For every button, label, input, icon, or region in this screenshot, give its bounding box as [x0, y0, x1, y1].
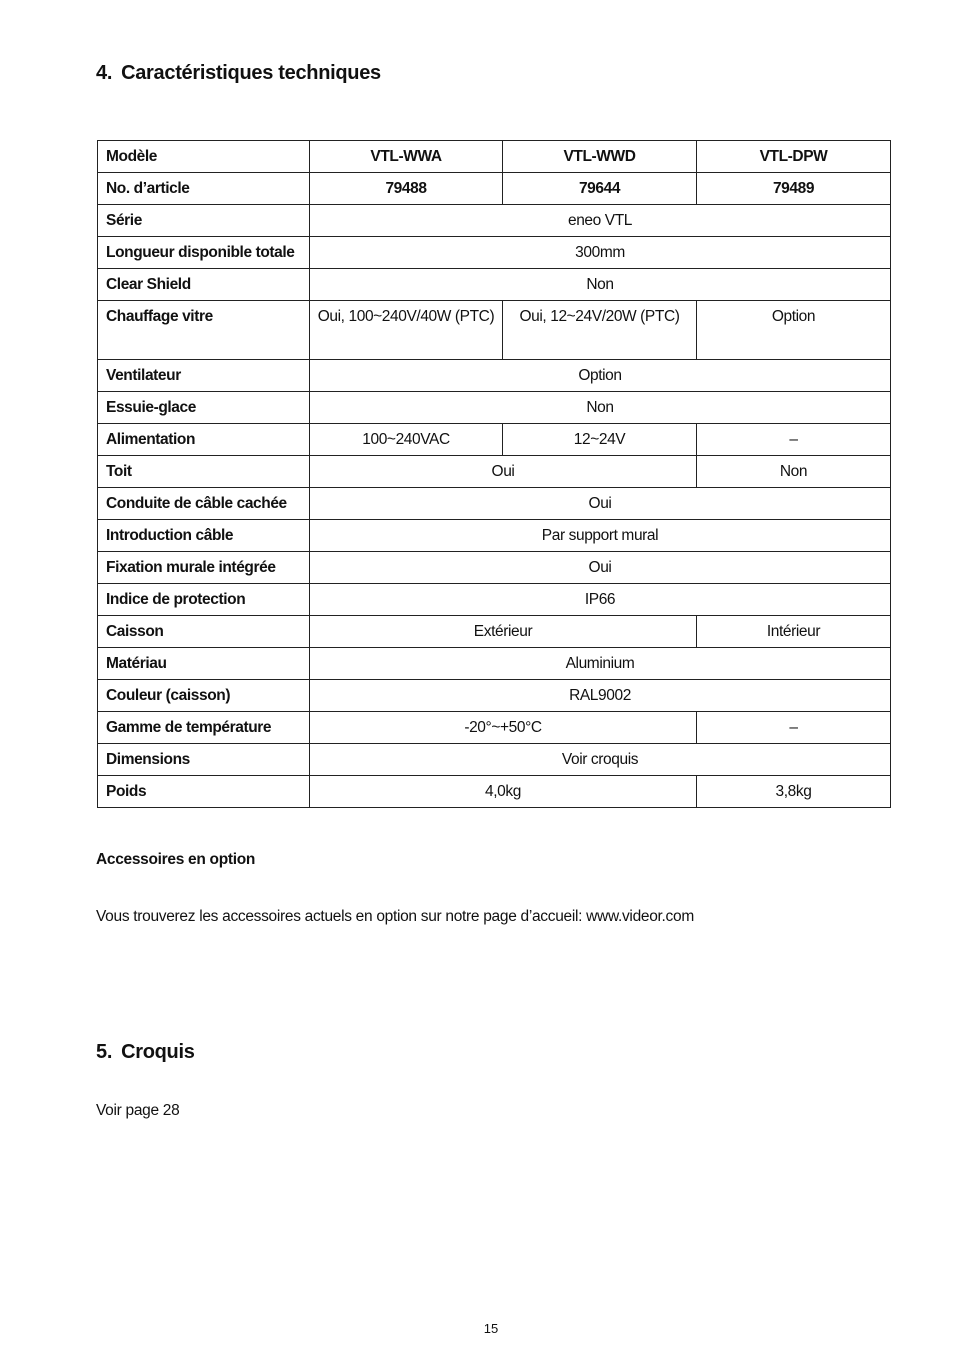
row-label: Couleur (caisson) — [98, 680, 310, 712]
row-value: Intérieur — [697, 616, 891, 648]
row-value: Non — [697, 456, 891, 488]
model-vtl-wwd: VTL-WWD — [503, 141, 697, 173]
table-row-article — [98, 173, 891, 205]
section-5-heading — [96, 1041, 195, 1064]
table-row-poids — [98, 776, 891, 808]
row-value: -20°~+50°C — [310, 712, 697, 744]
row-label: Gamme de température — [98, 712, 310, 744]
row-label: Toit — [98, 456, 310, 488]
row-label: Longueur disponible totale — [98, 237, 310, 269]
model-vtl-dpw: VTL-DPW — [697, 141, 891, 173]
row-label: Dimensions — [98, 744, 310, 776]
accessories-text: Vous trouverez les accessoires actuels en option sur notre page d’accueil: www.videor.com — [96, 908, 694, 925]
table-row-dimensions — [98, 744, 891, 776]
row-label: Indice de protection — [98, 584, 310, 616]
section-4-heading — [96, 62, 381, 85]
row-label: Chauffage vitre — [98, 301, 310, 360]
row-label: Modèle — [98, 141, 310, 173]
row-value: Voir croquis — [310, 744, 891, 776]
table-row-protection — [98, 584, 891, 616]
row-value: Non — [310, 269, 891, 301]
row-label: Fixation murale intégrée — [98, 552, 310, 584]
table-row-ventilateur — [98, 360, 891, 392]
row-label: Introduction câble — [98, 520, 310, 552]
row-value: RAL9002 — [310, 680, 891, 712]
table-row-essuie-glace — [98, 392, 891, 424]
row-value: Oui — [310, 488, 891, 520]
table-row-clear-shield — [98, 269, 891, 301]
row-label: Série — [98, 205, 310, 237]
article-number: 79488 — [310, 173, 503, 205]
model-vtl-wwa: VTL-WWA — [310, 141, 503, 173]
row-value: Par support mural — [310, 520, 891, 552]
table-row-toit — [98, 456, 891, 488]
row-value: 12~24V — [503, 424, 697, 456]
row-value: Oui, 12~24V/20W (PTC) — [503, 301, 697, 360]
row-label: Essuie-glace — [98, 392, 310, 424]
row-value: Option — [310, 360, 891, 392]
row-value: Aluminium — [310, 648, 891, 680]
table-row-materiau — [98, 648, 891, 680]
row-value: 100~240VAC — [310, 424, 503, 456]
table-row-caisson — [98, 616, 891, 648]
section-number: 5. — [96, 1041, 113, 1063]
table-row-couleur — [98, 680, 891, 712]
row-label: Conduite de câble cachée — [98, 488, 310, 520]
table-row-chauffage — [98, 301, 891, 360]
article-number: 79644 — [503, 173, 697, 205]
section-title: Caractéristiques techniques — [121, 62, 381, 84]
row-value: – — [697, 712, 891, 744]
sketch-reference-text: Voir page 28 — [96, 1102, 180, 1119]
table-row-introduction — [98, 520, 891, 552]
page-number: 15 — [483, 1321, 499, 1336]
table-row-fixation — [98, 552, 891, 584]
row-label: Poids — [98, 776, 310, 808]
article-number: 79489 — [697, 173, 891, 205]
row-value: 300mm — [310, 237, 891, 269]
table-row-model — [98, 141, 891, 173]
specifications-table — [97, 140, 891, 808]
row-label: No. d’article — [98, 173, 310, 205]
row-label: Caisson — [98, 616, 310, 648]
row-value: Oui, 100~240V/40W (PTC) — [310, 301, 503, 360]
section-title: Croquis — [121, 1041, 195, 1063]
table-row-serie — [98, 205, 891, 237]
table-row-longueur — [98, 237, 891, 269]
row-value: Oui — [310, 456, 697, 488]
section-number: 4. — [96, 62, 113, 84]
row-label: Matériau — [98, 648, 310, 680]
row-value: Extérieur — [310, 616, 697, 648]
row-value: – — [697, 424, 891, 456]
row-value: IP66 — [310, 584, 891, 616]
row-value: eneo VTL — [310, 205, 891, 237]
row-value: Oui — [310, 552, 891, 584]
row-value: Option — [697, 301, 891, 360]
row-value: 3,8kg — [697, 776, 891, 808]
table-row-temperature — [98, 712, 891, 744]
row-label: Ventilateur — [98, 360, 310, 392]
row-label: Alimentation — [98, 424, 310, 456]
table-row-alimentation — [98, 424, 891, 456]
row-label: Clear Shield — [98, 269, 310, 301]
row-value: 4,0kg — [310, 776, 697, 808]
accessories-heading: Accessoires en option — [96, 851, 256, 868]
row-value: Non — [310, 392, 891, 424]
table-row-conduite — [98, 488, 891, 520]
